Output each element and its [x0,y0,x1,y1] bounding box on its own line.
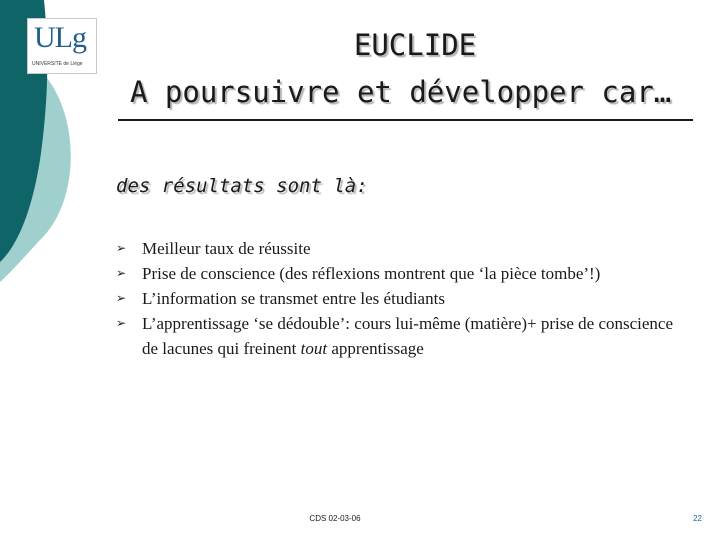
bullet-text: Meilleur taux de réussite [142,239,311,258]
list-item [116,236,676,261]
list-item [116,261,676,286]
logo-subtitle: UNIVERSITÉ de Liège [32,61,83,67]
bullet-text-end: apprentissage [327,339,424,358]
slide-title-line-1: EUCLIDE [353,28,477,62]
bullet-text-start: L’apprentissage ‘se dédouble’: cours lui-même (matière)+ prise de conscience de lacunes qui freinent [142,314,674,358]
bullet-text: Prise de conscience (des réflexions montrent que ‘la pièce tombe’!) [142,264,601,283]
list-item [116,311,676,361]
arrow-bullet-icon: ➢ [116,316,127,330]
footer-date: CDS 02-03-06 [309,514,361,523]
page-number: 22 [693,514,702,523]
bullet-text: L’information se transmet entre les étudiants [142,289,445,308]
list-item [116,286,676,311]
logo-mark [34,21,86,55]
arrow-bullet-icon: ➢ [116,266,127,280]
logo-mark-text: ULg [34,21,86,54]
ulg-logo [27,18,97,74]
arrow-bullet-icon: ➢ [116,241,127,255]
title-divider [118,119,693,121]
slide-title-line-2: A poursuivre et développer car… [130,75,672,109]
arrow-bullet-icon: ➢ [116,291,127,305]
bullet-list [116,236,676,361]
slide-subtitle: des résultats sont là: [116,175,368,197]
bullet-text-emphasis: tout [300,339,328,358]
